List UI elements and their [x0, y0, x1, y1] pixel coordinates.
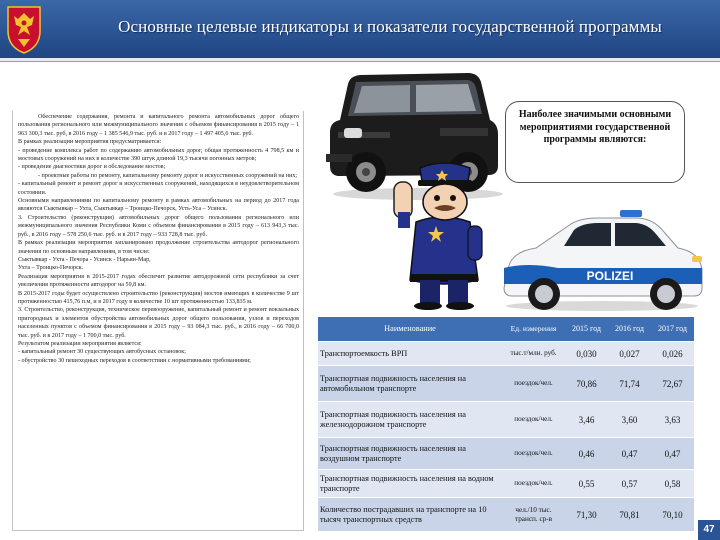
callout-text: Наиболее значимыми основными мероприятиями государственной программы являются:: [518, 109, 672, 145]
row-name: Транспортоемкость ВРП: [318, 342, 502, 366]
row-name: Транспортная подвижность населения на железнодорожном транспорте: [318, 402, 502, 438]
indicators-table: [318, 316, 694, 532]
row-value-2016: 3,60: [608, 402, 651, 438]
header-name: Наименование: [318, 317, 502, 342]
paragraph: - капитальный ремонт 30 существующих автобусных остановок;: [18, 349, 186, 356]
header-unit: Ед. измерения: [502, 317, 565, 342]
row-unit: чел./10 тыс. трансп. ср-в: [502, 498, 565, 532]
coat-of-arms-icon: [4, 3, 44, 55]
row-value-2017: 3,63: [651, 402, 694, 438]
paragraph: В 2015-2017 годы будет осуществлено строительство (реконструкция) мостов имеющих в количестве 9 шт протяженностью 415,76 п.м, и в 2017 году в количестве 10 шт протяженностью 133,835 м.: [18, 290, 299, 305]
paragraph: 3. Строительство (реконструкция) автомобильных дорог общего пользования регионального или межмуниципального значения Республики Коми с объемом финансирования в 2015 году – 613 943,3 тыс. руб., в 2016 году – 578 250,6 тыс. руб. и в 2017 году – 933 728,8 тыс. руб.: [18, 214, 299, 238]
paragraph: - проведение комплекса работ по содержанию автомобильных дорог, общая протяженность 4 798,5 км и мостовых сооружений на них в количестве 390 штук длиной 19,3 тысячи погонных метров;: [18, 147, 299, 163]
table-header-row: [318, 317, 694, 342]
row-unit: поездок/чел.: [502, 366, 565, 402]
paragraph: Сыктывкар - Ухта - Печора - Усинск - Нарьян-Мар,: [18, 256, 151, 263]
callout-box: [505, 101, 685, 183]
paragraph: Результатом реализации мероприятия является:: [18, 340, 142, 347]
header-year-2017: 2017 год: [651, 317, 694, 342]
row-value-2017: 0,026: [651, 342, 694, 366]
row-value-2016: 70,81: [608, 498, 651, 532]
paragraph: Ухта – Троицко-Печорск.: [18, 265, 84, 272]
page-number: 47: [698, 520, 720, 540]
row-value-2016: 0,47: [608, 438, 651, 470]
row-value-2015: 0,030: [565, 342, 608, 366]
row-unit: поездок/чел.: [502, 438, 565, 470]
table-row: [318, 470, 694, 498]
table-row: [318, 438, 694, 470]
paragraph: - проведение диагностики дорог и обследование мостов;: [18, 164, 166, 171]
policeman-icon: [384, 160, 502, 310]
header-year-2015: 2015 год: [565, 317, 608, 342]
row-unit: поездок/чел.: [502, 470, 565, 498]
paragraph: - капитальный ремонт и ремонт дорог и искусственных сооружений, находящихся в неудовлетворительном состоянии.: [18, 181, 299, 196]
paragraph: Основными направлениями по капитальному ремонту в рамках автомобильных на период до 2017 года являются Сыктывкар – Ухта, Сыктывкар – Троицко-Печорск, Усть-Уса – Усинск.: [18, 198, 299, 213]
paragraph: - проектные работы по ремонту, капитальному ремонту дорог и искусственных сооружений на них;: [38, 172, 298, 179]
paragraph: Обеспечение содержания, ремонта и капитального ремонта автомобильных дорог общего пользования регионального или межмуниципального значения с объемом финансирования в 2015 году – 1 963 300,3 тыс. руб, в 2016 году – 1 385 546,9 тыс. руб. и в 2017 году – 1 497 405,6 тыс. руб.: [18, 114, 299, 137]
row-name: Транспортная подвижность населения на водном транспорте: [318, 470, 502, 498]
header-year-2016: 2016 год: [608, 317, 651, 342]
table-row: [318, 366, 694, 402]
paragraph: 3. Строительство, реконструкция, техническое перевооружение, капитальный ремонт и ремонт вокзальных пригородных и элементов обустройства автомобильных дорог общего пользования, узлов и переходов населенных пунктов с объемом финансирования в 2015 году – 93 084,3 тыс. руб., в 2016 году – 66 700,0 тыс. руб. и в 2017 году – 1 700,0 тыс. руб.: [18, 307, 299, 339]
table-row: [318, 498, 694, 532]
row-unit: поездок/чел.: [502, 402, 565, 438]
paragraph: В рамках реализации мероприятия предусматривается:: [18, 139, 162, 146]
main-text-block: [12, 111, 304, 531]
row-unit: тыс.т/млн. руб.: [502, 342, 565, 366]
row-value-2016: 0,027: [608, 342, 651, 366]
row-value-2017: 0,58: [651, 470, 694, 498]
row-value-2015: 3,46: [565, 402, 608, 438]
row-value-2017: 72,67: [651, 366, 694, 402]
police-car-label: POLIZEI: [586, 269, 634, 283]
table-row: [318, 402, 694, 438]
police-car-icon: [498, 208, 706, 312]
paragraph: В рамках реализации мероприятия запланировано продолжение строительства автодорог регионального значения по основным направлениям, в том числе:: [18, 240, 299, 255]
row-name: Количество пострадавших на транспорте на 10 тысяч транспортных средств: [318, 498, 502, 532]
row-name: Транспортная подвижность населения на автомобильном транспорте: [318, 366, 502, 402]
paragraph: Реализация мероприятия в 2015-2017 годах обеспечит развитие автодорожной сети республики за счет увеличения протяженности автодорог на 59,8 км.: [18, 273, 299, 289]
row-value-2017: 0,47: [651, 438, 694, 470]
row-value-2017: 70,10: [651, 498, 694, 532]
row-value-2016: 71,74: [608, 366, 651, 402]
row-value-2015: 0,46: [565, 438, 608, 470]
row-value-2015: 0,55: [565, 470, 608, 498]
row-value-2015: 71,30: [565, 498, 608, 532]
row-value-2016: 0,57: [608, 470, 651, 498]
paragraph: - обустройство 30 пешеходных переходов в соответствии с нормативными требованиями;: [18, 357, 251, 364]
table-row: [318, 342, 694, 366]
row-value-2015: 70,86: [565, 366, 608, 402]
page-title: Основные целевые индикаторы и показатели государственной программы: [118, 17, 662, 36]
row-name: Транспортная подвижность населения на воздушном транспорте: [318, 438, 502, 470]
